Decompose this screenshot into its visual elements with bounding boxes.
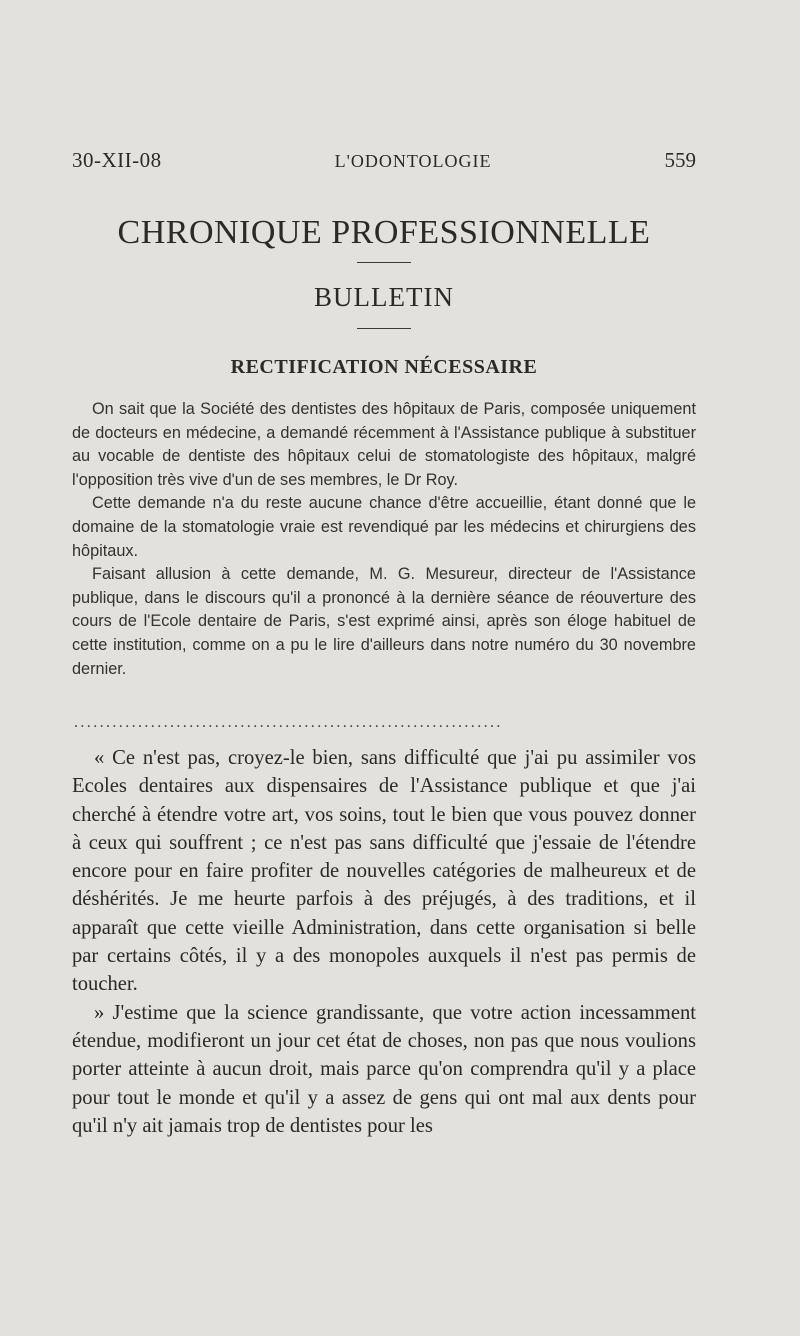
divider-rule bbox=[357, 328, 411, 329]
paragraph: » J'estime que la science grandissante, que votre action incessamment étendue, modifieront un jour cet état de choses, non pas que nous voulions porter atteinte à aucun droit, mais parce qu'on comprendra qu'il y a place pour tout le monde et qu'il y a assez de gens qui ont mal aux dents pour qu'il n'y ait jamais trop de dentistes pour les bbox=[72, 1001, 696, 1137]
journal-name: L'ODONTOLOGIE bbox=[334, 151, 492, 171]
paragraph: Cette demande n'a du reste aucune chance d'être accueillie, étant donné que le domaine de la stomatologie vraie est revendiqué par les médecins et chirurgiens des hôpitaux. bbox=[72, 494, 696, 560]
section-title: CHRONIQUE PROFESSIONNELLE bbox=[117, 214, 651, 251]
paragraph: On sait que la Société des dentistes des hôpitaux de Paris, composée uniquement de docteurs en médecine, a demandé récemment à l'Assistance publique à substituer au vocable de dentiste des hôpitaux celui de stomatologiste des hôpitaux, malgré l'opposition très vive d'un de ses membres, le Dr Roy. bbox=[72, 400, 696, 489]
article-title: RECTIFICATION NÉCESSAIRE bbox=[230, 356, 538, 378]
bulletin-title: BULLETIN bbox=[314, 282, 454, 312]
quoted-speech bbox=[72, 744, 696, 1140]
page-number: 559 bbox=[664, 148, 696, 172]
divider-rule bbox=[357, 262, 411, 263]
running-head bbox=[72, 148, 696, 173]
ellipsis-line: ................................................................... bbox=[74, 714, 503, 731]
paragraph: Faisant allusion à cette demande, M. G. Mesureur, directeur de l'Assistance publique, dans le discours qu'il a prononcé à la dernière séance de réouverture des cours de l'Ecole dentaire de Paris, s'est exprimé ainsi, après son éloge habituel de cette institution, comme on a pu le lire d'ailleurs dans notre numéro du 30 novembre dernier. bbox=[72, 565, 696, 678]
issue-date: 30-XII-08 bbox=[72, 148, 162, 172]
intro-text bbox=[72, 398, 696, 681]
paragraph: « Ce n'est pas, croyez-le bien, sans difficulté que j'ai pu assimiler vos Ecoles dentaires aux dispensaires de l'Assistance publique et que j'ai cherché à étendre votre art, vos soins, tout le bien que vous pouvez donner à ceux qui souffrent ; ce n'est pas sans difficulté que j'essaie de l'étendre encore pour en faire profiter de nouvelles catégories de malheureux et de déshérités. Je me heurte parfois à des préjugés, à des traditions, et il apparaît que cette vieille Administration, dans cette organisation si belle par certains côtés, il y a des monopoles auxquels il n'est pas permis de toucher. bbox=[72, 747, 696, 996]
